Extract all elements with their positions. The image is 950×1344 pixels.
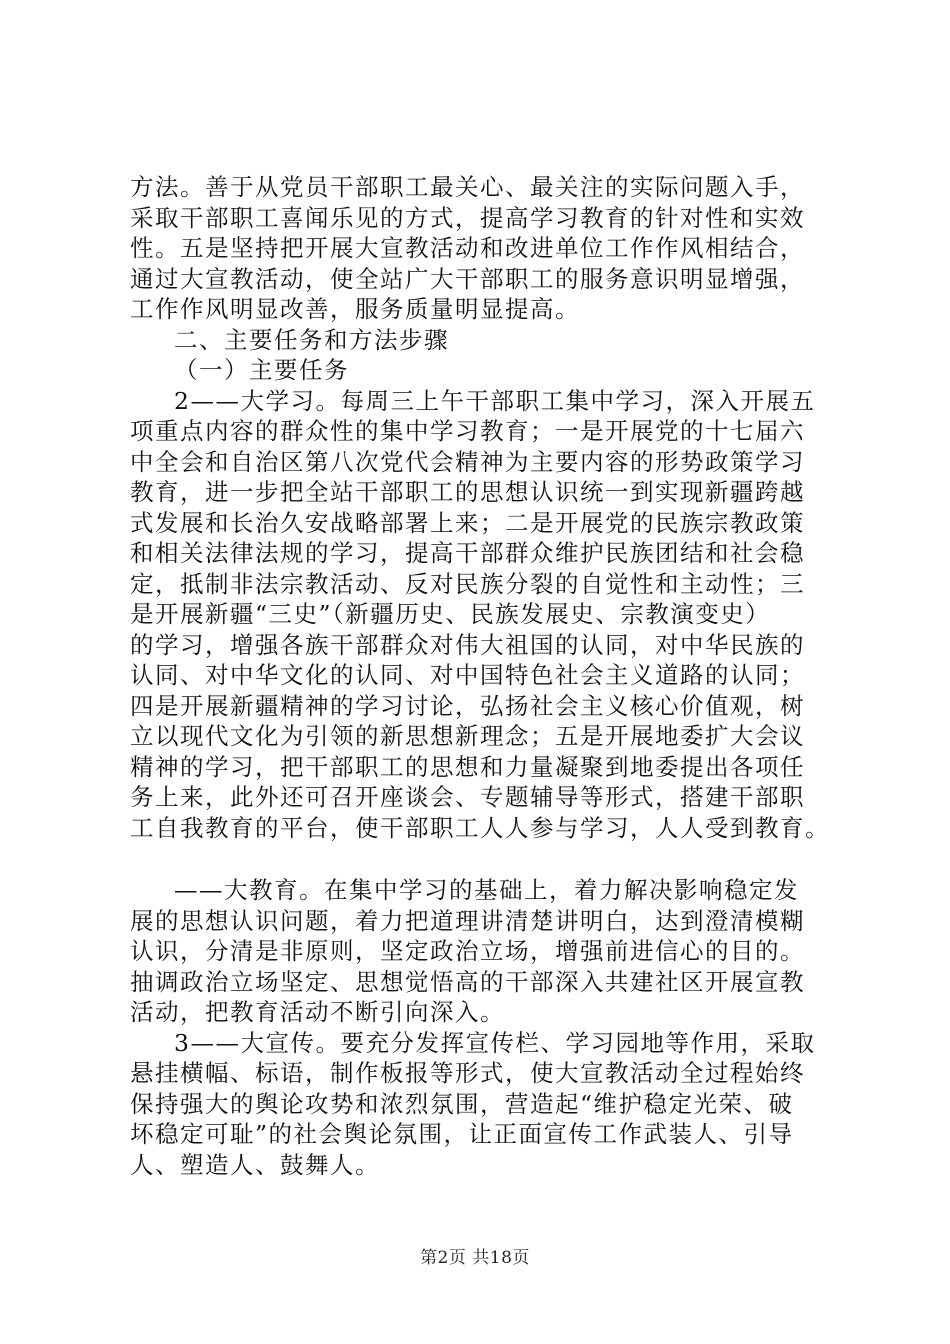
text-line: 认识，分清是非原则，坚定政治立场，增强前进信心的目的。 [130, 937, 805, 965]
paragraph-spacer [130, 843, 830, 875]
section-heading: 二、主要任务和方法步骤 [174, 325, 449, 354]
paragraph-1 [130, 172, 830, 325]
text-line: 式发展和长治久安战略部署上来；二是开展党的民族宗教政策 [130, 508, 805, 537]
document-body [130, 172, 830, 1180]
text-line: 认同、对中华文化的认同、对中国特色社会主义道路的认同； [130, 661, 805, 689]
paragraph-2 [130, 386, 830, 844]
text-line: 3——大宣传。要充分发挥宣传栏、学习园地等作用，采取 [174, 1028, 816, 1057]
text-line: 2——大学习。每周三上午干部职工集中学习，深入开展五 [174, 386, 816, 415]
text-line: 教育，进一步把全站干部职工的思想认识统一到实现新疆跨越 [130, 478, 805, 506]
subsection-heading: （一）主要任务 [174, 356, 349, 384]
text-line: 四是开展新疆精神的学习讨论，弘扬社会主义核心价值观，树 [130, 691, 805, 720]
text-line: 项重点内容的群众性的集中学习教育；一是开展党的十七届六 [130, 417, 805, 445]
text-line: 工自我教育的平台，使干部职工人人参与学习，人人受到教育。 [130, 813, 830, 842]
text-line: ——大教育。在集中学习的基础上，着力解决影响稳定发 [174, 876, 799, 904]
text-line: 工作作风明显改善，服务质量明显提高。 [130, 295, 580, 323]
text-line: 抽调政治立场坚定、思想觉悟高的干部深入共建社区开展宣教 [130, 967, 805, 996]
text-line: 悬挂横幅、标语，制作板报等形式，使大宣教活动全过程始终 [130, 1059, 805, 1087]
text-line: 活动，把教育活动不断引向深入。 [130, 998, 505, 1026]
text-line: 立以现代文化为引领的新思想新理念；五是开展地委扩大会议 [130, 722, 805, 750]
text-line: 定，抵制非法宗教活动、反对民族分裂的自觉性和主动性；三 [130, 569, 805, 598]
text-line: 方法。善于从党员干部职工最关心、最关注的实际问题入手， [130, 173, 805, 201]
text-line: 坏稳定可耻”的社会舆论氛围，让正面宣传工作武装人、引导 [130, 1120, 794, 1148]
text-line: 的学习，增强各族干部群众对伟大祖国的认同，对中华民族的 [130, 630, 805, 659]
text-line: 是开展新疆“三史”（新疆历史、民族发展史、宗教演变史） [130, 600, 771, 628]
paragraph-3 [130, 875, 830, 1028]
text-line: 保持强大的舆论攻势和浓烈氛围，营造起“维护稳定光荣、破 [130, 1089, 794, 1118]
text-line: 人、塑造人、鼓舞人。 [130, 1150, 380, 1179]
text-line: 精神的学习，把干部职工的思想和力量凝聚到地委提出各项任 [130, 752, 805, 781]
text-line: 务上来，此外还可召开座谈会、专题辅导等形式，搭建干部职 [130, 783, 805, 811]
text-line: 和相关法律法规的学习，提高干部群众维护民族团结和社会稳 [130, 539, 805, 567]
text-line: 性。五是坚持把开展大宣教活动和改进单位工作作风相结合， [130, 234, 805, 262]
paragraph-4 [130, 1028, 830, 1181]
text-line: 中全会和自治区第八次党代会精神为主要内容的形势政策学习 [130, 447, 805, 476]
text-line: 展的思想认识问题，着力把道理讲清楚讲明白，达到澄清模糊 [130, 906, 805, 935]
text-line: 通过大宣教活动，使全站广大干部职工的服务意识明显增强， [130, 264, 805, 293]
page-number: 第2页 共18页 [420, 1248, 530, 1268]
text-line: 采取干部职工喜闻乐见的方式，提高学习教育的针对性和实效 [130, 203, 805, 232]
